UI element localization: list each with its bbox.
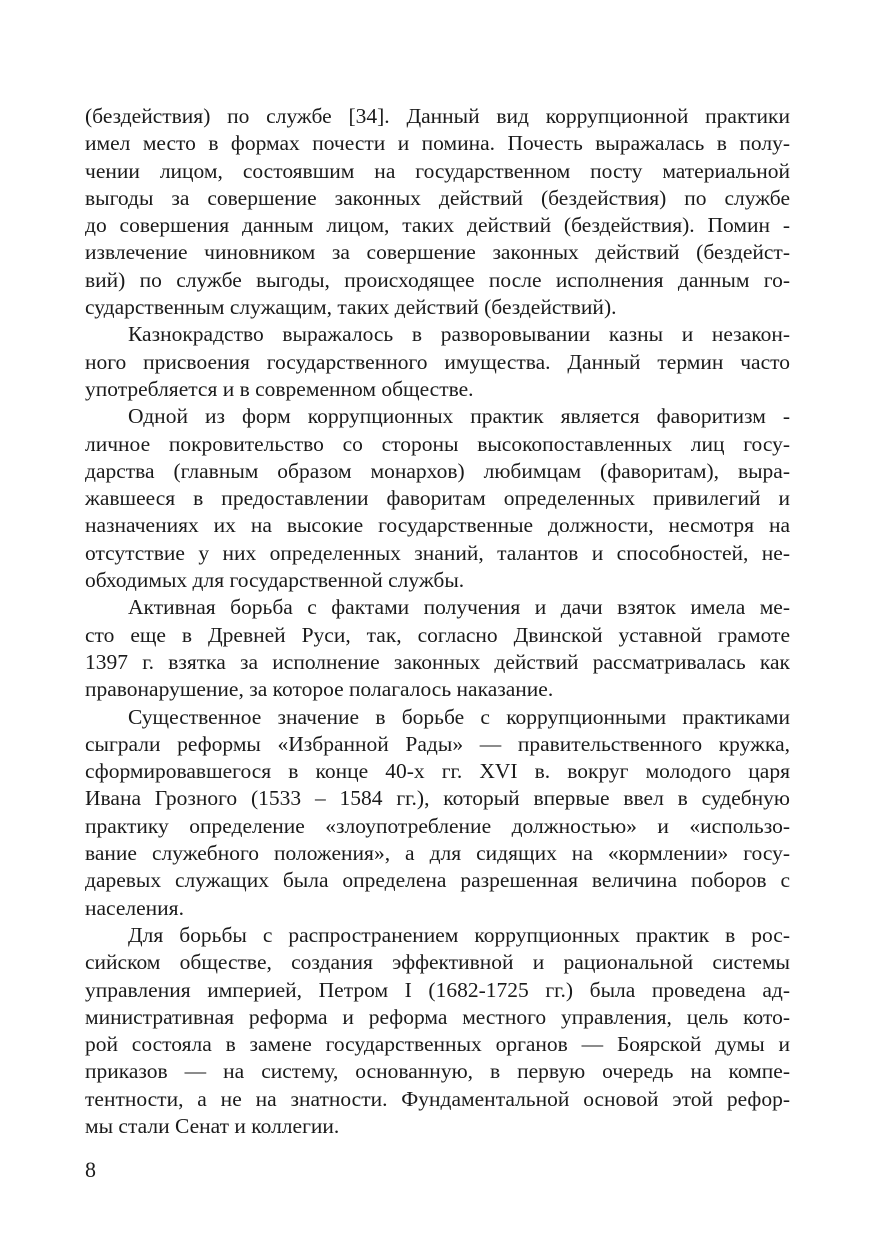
text-line: Активная борьба с фактами получения и дачи взяток имела ме- — [128, 595, 790, 620]
paragraph-6 — [85, 922, 790, 1140]
paragraph-2 — [85, 321, 790, 403]
text-line: личное покровительство со стороны высокопоставленных лиц госу- — [85, 431, 790, 456]
text-line: употребляется и в современном обществе. — [85, 376, 474, 401]
text-line: Существенное значение в борьбе с коррупционными практиками — [128, 704, 790, 729]
text-line: обходимых для государственной службы. — [85, 568, 465, 593]
text-line: вий) по службе выгоды, происходящее после исполнения данным го- — [85, 267, 790, 292]
page-body — [85, 103, 790, 1140]
text-line: Казнокрадство выражалось в разворовывании казны и незакон- — [128, 322, 790, 347]
text-line: сформировавшегося в конце 40-х гг. XVI в. вокруг молодого царя — [85, 759, 790, 784]
text-line: даревых служащих была определена разрешенная величина поборов с — [85, 868, 790, 893]
text-line: 1397 г. взятка за исполнение законных действий рассматривалась как — [85, 649, 790, 674]
text-line: назначениях их на высокие государственные должности, несмотря на — [85, 513, 790, 538]
text-line: сто еще в Древней Руси, так, согласно Двинской уставной грамоте — [85, 622, 790, 647]
text-line: Ивана Грозного (1533 – 1584 гг.), который впервые ввел в судебную — [85, 786, 790, 811]
text-line: Для борьбы с распространением коррупционных практик в рос- — [128, 922, 790, 947]
text-line: ного присвоения государственного имущества. Данный термин часто — [85, 349, 790, 374]
text-line: мы стали Сенат и коллегии. — [85, 1113, 340, 1138]
text-line: вание служебного положения», а для сидящих на «кормлении» госу- — [85, 841, 790, 866]
paragraph-1 — [85, 103, 790, 321]
text-line: до совершения данным лицом, таких действий (бездействия). Помин - — [85, 213, 790, 238]
text-line: сыграли реформы «Избранной Рады» — правительственного кружка, — [85, 731, 790, 756]
paragraph-3 — [85, 403, 790, 594]
text-line: сударственным служащим, таких действий (бездействий). — [85, 295, 617, 320]
paragraph-5 — [85, 704, 790, 922]
text-line: приказов — на систему, основанную, в первую очередь на компе- — [85, 1059, 790, 1084]
text-line: (бездействия) по службе [34]. Данный вид коррупционной практики — [85, 104, 790, 128]
text-line: рой состояла в замене государственных органов — Боярской думы и — [85, 1032, 790, 1057]
text-line: чении лицом, состоявшим на государственном посту материальной — [85, 158, 790, 183]
text-line: тентности, а не на знатности. Фундаментальной основой этой рефор- — [85, 1086, 790, 1111]
text-line: правонарушение, за которое полагалось наказание. — [85, 677, 554, 702]
paragraph-4 — [85, 594, 790, 703]
text-line: имел место в формах почести и помина. Почесть выражалась в полу- — [85, 131, 790, 156]
text-line: дарства (главным образом монархов) любимцам (фаворитам), выра- — [85, 458, 790, 483]
text-line: сийском обществе, создания эффективной и рациональной системы — [85, 950, 790, 975]
page-number: 8 — [85, 1157, 96, 1182]
text-line: управления империей, Петром I (1682-1725 гг.) была проведена ад- — [85, 977, 790, 1002]
text-line: населения. — [85, 895, 184, 920]
text-line: практику определение «злоупотребление должностью» и «использо- — [85, 813, 790, 838]
text-line: жавшееся в предоставлении фаворитам определенных привилегий и — [85, 486, 790, 511]
text-line: отсутствие у них определенных знаний, талантов и способностей, не- — [85, 540, 790, 565]
text-line: Одной из форм коррупционных практик является фаворитизм - — [128, 404, 790, 429]
text-line: выгоды за совершение законных действий (бездействия) по службе — [85, 185, 790, 210]
text-line: извлечение чиновником за совершение законных действий (бездейст- — [85, 240, 790, 265]
text-line: министративная реформа и реформа местного управления, цель кото- — [85, 1004, 790, 1029]
